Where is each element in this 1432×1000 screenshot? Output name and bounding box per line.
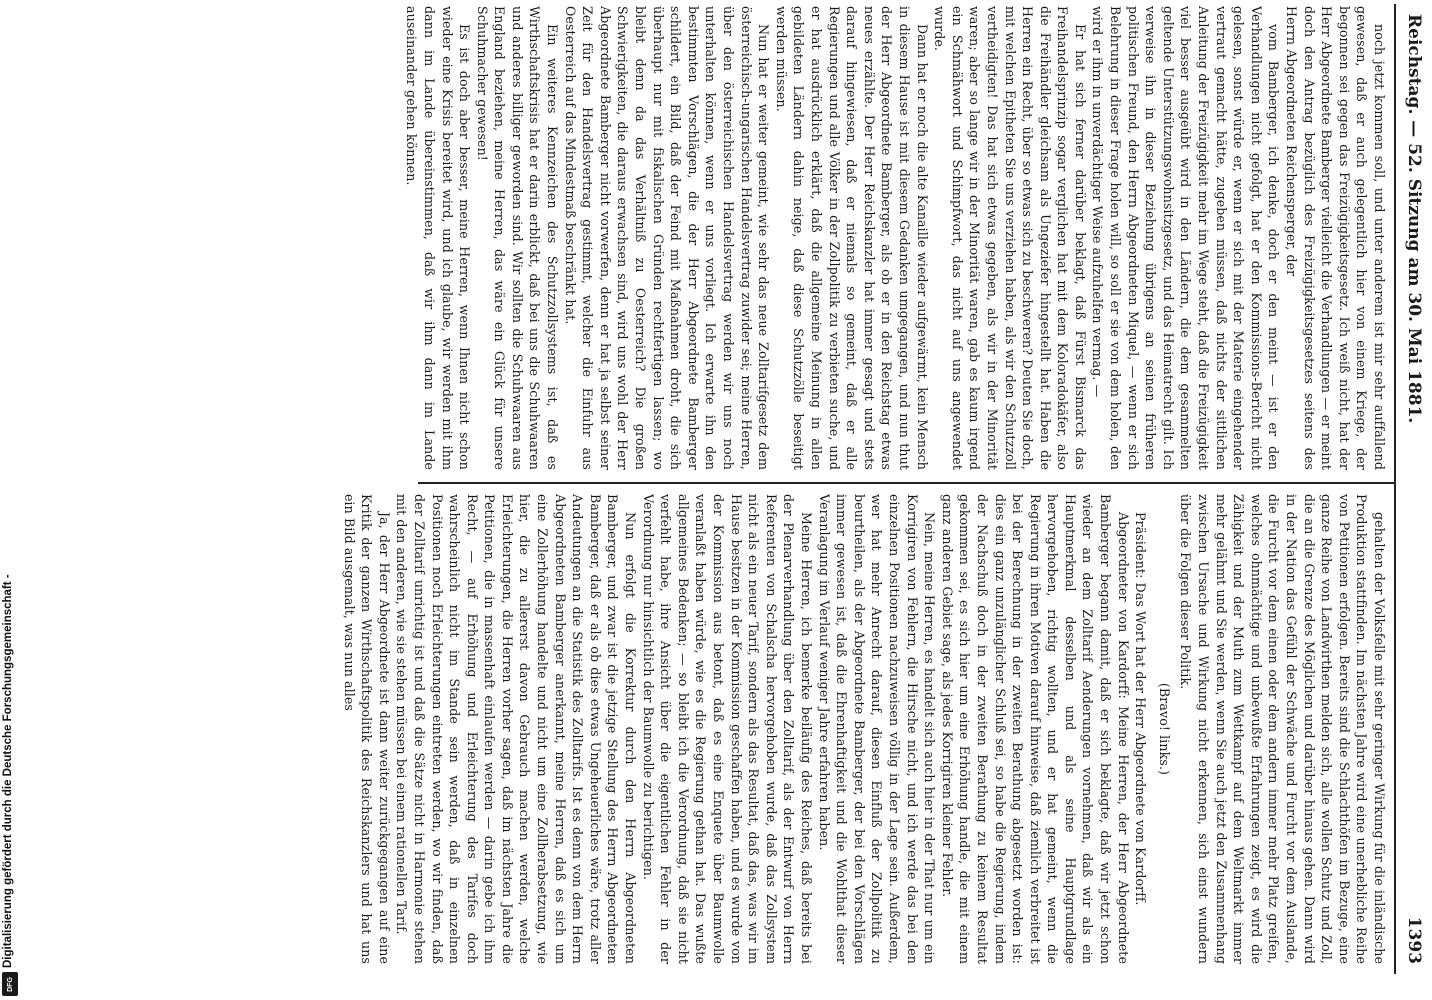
paragraph: Er hat sich ferner darüber beklagt, daß Fürst Bismarck das Freihandelsprinzip sogar verglichen hat mit dem Koloradokäfer, also die Freihändler gleichsam als Ungeziefer hingestellt hat. Haben die Herren ein Recht, über so etwas sich zu beschweren? Deuten Sie doch, mit welchen Epitheten Sie uns verziehen haben, als wir den Schutzzoll vertheidigten! Das hat sich etwas gegeben, als wir in der Minorität waren; aber so lange wir in der Minorität waren, gab es kaum irgend ein Schmähwort und Schimpfwort, das nicht auf uns angewendet wurde. xyxy=(932,6,1088,470)
footer-strip xyxy=(0,0,22,1000)
dfg-logo-icon: DFG xyxy=(2,972,18,996)
paragraph: Dann hat er noch die alte Kanaille wieder aufgewärmt, kein Mensch in diesem Hause ist mit diesem Gedanken umgegangen, und nun thut der Herr Abgeordnete Bamberger, als ob er in den Reichstag etwas neues erzählte. Der Herr Reichskanzler hat immer gesagt und stets darauf hingewiesen, daß er niemals so gemeint, daß er alle Regierungen und alle Völker in der Zollpolitik zu verbieten suche, und er hat ausdrücklich erklärt, daß die allgemeine Meinung in allen gebildeten Ländern dahin neige, daß diese Schutzzölle beseitigt werden müssen. xyxy=(773,6,930,470)
president-line: Präsident: Das Wort hat der Herr Abgeordnete von Kardorff. xyxy=(1133,512,1149,906)
paragraph: Es ist doch aber besser, meine Herren, wenn Ihnen nicht schon wieder eine Krisis bereitet wird, und ich glaube, wir werden mit ihm dann im Lande übereinstimmen, daß wir ihm dann im Lande auseinander gehen können. xyxy=(404,6,473,470)
page-header xyxy=(1398,14,1424,964)
paragraph: vom Bamberger, ich denke, doch er den meint — ist er den Verhandlungen nicht gefolgt, hat er den Kommissions-Bericht nicht gelesen, sonst würde er, wenn er sich mit der Materie eingehender vertraut gemacht hätte, zugeben müssen, daß nichts der sittlichen Anleitung der Freizügigkeit mehr im Wege steht, daß die Freizügigkeit viel besser ausgeübt wird in den Ländern, die dem gesammelten geltende Unterstützungswohnsitzgesetz, und das Heimatrecht gilt. Ich verweise ihn in dieser Beziehung übrigens an seinen früheren politischen Freund, den Herrn Abgeordneten Miquel, — wenn er sich Belehrung in dieser Frage holen will, so soll er sie von dem holen, den wird er ihm in unverdächtiger Weise aufzuhelfen vermag. — xyxy=(1090,6,1282,470)
paragraph: noch jetzt kommen soll, und unter anderem ist mir sehr auffallend gewesen, daß er auch gelegentlich hier von einem Kriege, der begonnen sei gegen das Freizügigkeitsgesetz. Ich weiß nicht, hat der Herr Abgeordnete Bamberger vielleicht die Verhandlungen — er meint doch den Antrag bezüglich des Freizügigkeitsgesetzes seitens des Herrn Abgeordneten Reichensperger, der xyxy=(1284,6,1387,470)
running-title: Reichstag. — 52. Sitzung am 30. Mai 1881. xyxy=(1404,14,1424,424)
paragraph: Abgeordneter von Kardorff: Meine Herren, der Herr Abgeordnete Bamberger begann damit, daß er sich beklagte, daß wir jetzt schon wieder an dem Zolltarif Aenderungen vornehmen, daß wir als ein Hauptmerkmal desselben und als seine Hauptgrundlage hervorgehoben, richtig wollten, und er hat gemeint, wenn die Regierung in ihren Motiven darauf hinweise, daß ziemlich verbreitet ist bei der Berechnung in der zweiten Berathung abgesetzt worden ist: dies ein ganz unzulänglicher Schluß sei, so habe die Regierung, indem der Nachschuß doch in der zweiten Berathung zu keinem Resultat gekommen sei, es sich hier um eine Erhöhung handle, die mit einem ganz anderen Gebiet sage, als jedes Korrigiren kleiner Fehler. xyxy=(939,494,1131,964)
scanned-page xyxy=(341,0,1432,984)
paragraph: Nun hat er weiter gemeint, wie sehr das neue Zolltarifgesetz dem österreichisch-ungarischen Handelsvertrag zuwider sei; meine Herren, über den österreichischen Handelsvertrag werden wir uns noch unterhalten können, wenn er uns vorliegt. Ich erwarte ihn den bestimmten Vorschlägen, die der Herr Abgeordnete Bamberger schildert, ein Bild, daß der Feind mit Maßnahmen droht, die sich überhaupt nur mit fiskalischen Gründen rechtfertigen lassen; wo bleibt denn da das Verhältniß zu Oesterreich? Die großen Schwierigkeiten, die daraus erwachsen sind, wird uns wohl der Herr Abgeordnete Bamberger nicht vorwerfen, denn er hat ja selbst seiner Zeit für den Handelsvertrag gestimmt, welcher die Einfuhr aus Oesterreich auf das Mindestmaß beschränkt hat. xyxy=(562,6,772,470)
paragraph: Ja, der Herr Abgeordnete ist dann weiter zurückgegangen auf eine Kritik der ganzen Wirthschaftspolitik des Reichskanzlers und hat uns ein Bild ausgemalt, was nun alles xyxy=(341,494,392,964)
paragraph: Nun erfolgt die Korrektur durch den Herrn Abgeordneten Bamberger, und zwar ist die jetzige Stellung des Herrn Abgeordneten Bamberger, daß er als ob dies etwas Ungeheuerliches wäre, trotz aller Andeutungen an die Statistik des Zolltarifs. Ist es denn von dem Herrn Abgeordneten Bamberger anerkannt, meine Herren, daß es sich um eine Zollerhöhung handelte und nicht um eine Zollherabsetzung, wie hier, die zu allererst davon Gebrauch machen werden, welche Erleichterungen, die Herren vorher sagen, daß im nächsten Jahre die Petitionen, die in massenhaft einlaufen werden — darin gebe ich ihm Recht, — auf Erhöhung und Erleichterung des Tarifes doch wahrscheinlich nicht im Stande sein werden, daß in einzelnen Positionen noch Erleichterungen eintreten werden, wo wir finden, daß der Zolltarif unrichtig ist und daß die Sätze nicht in Harmonie stehen mit den anderen, wie sie stehen müssen bei einem rationellen Tarif. xyxy=(394,494,639,964)
right-column xyxy=(341,494,1388,964)
header-rule xyxy=(1394,4,1396,974)
paragraph: Ein weiteres Kennzeichen des Schutzzollsystems ist, daß es Wirthschaftskrisis hat er darin erblickt, daß bei uns die Schuhwaaren und anderes billiger geworden sind. Wir sollten die Schuhwaaren aus England beziehen, meine Herren, das wäre ein Glück für unsere Schuhmacher gewesen! xyxy=(474,6,561,470)
stage-direction: (Bravo! links.) xyxy=(1156,682,1172,776)
paragraph: Meine Herren, ich bemerke beiläufig des Reiches, daß bereits bei der Plenarverhandlung über den Zolltarif, als der Entwurf von Herrn Referenten von Schalscha hervorgehoben wurde, daß das Zollsystem nicht als ein neuer Tarif, sondern als das Resultat, daß das, was wir im Hause besitzen in der Kommission geschaffen haben, und es wurde von der Kommission aus betont, daß es eine Enquete über Baumwolle veranlaßt haben würde, wie es die Regierung gethan hat. Das wußte allgemeines Bedenken; — so bleibt ich die Verordnung, daß sie nicht verfehlt habe, ihre Ansicht über die eigentlichen Fehler in der Verordnung nur hinsichtlich der Baumwolle zu berichtigen. xyxy=(640,494,814,964)
paragraph: Nein, meine Herren, es handelt sich auch hier in der That nur um ein Korrigiren von Fehlern, die Hirsche nicht, und ich werde das bei den einzelnen Positionen nachzuweisen völlig in der Lage sein. Außerdem, wer hat mehr Anrecht darauf, diesen Einfluß der Zollpolitik zu beurtheilen, als der Abgeordnete Bamberger, der bei den Vorschlägen immer gewesen ist, daß die Ehrenhaftigkeit und die Wohlthat dieser Veranlagung im Verlauf weniger Jahre erfahren haben. xyxy=(816,494,938,964)
digitization-credit: Digitalisierung gefördert durch die Deutsche Forschungsgemeinschaft - xyxy=(2,574,14,968)
left-column xyxy=(404,6,1388,470)
page-number: 1393 xyxy=(1404,916,1424,964)
paragraph: gehalten der Volksfelle mit sehr geringer Wirkung für die inländische Produktion stattfinden. Im nächsten Jahre wird eine unerhebliche Reihe von Petitionen erfolgen. Bereits sind die Schlachthöfen im Bezuge, eine ganze Reihe von Landwirthen melden sich, alle wollen Schutz und Zoll, die an die Grenze des Möglichen und darüber hinaus gehen. Dann wird in der Nation das Gefühl der Schwäche und Furcht vor dem Auslande, die Furcht vor dem einen oder dem andern immer mehr Platz greifen, welches ohnmächtige und unbewußte Erfahrungen zeigt, es wird die Zähigkeit und der Muth zum Wettkampf auf dem Weltmarkt immer mehr gelähmt und Sie werden, wenn Sie auch jetzt den Zusammenhang zwischen Ursache und Wirkung nicht erkennen, sich einst wundern über die Folgen dieser Politik. xyxy=(1178,494,1387,964)
column-divider xyxy=(418,482,1394,484)
